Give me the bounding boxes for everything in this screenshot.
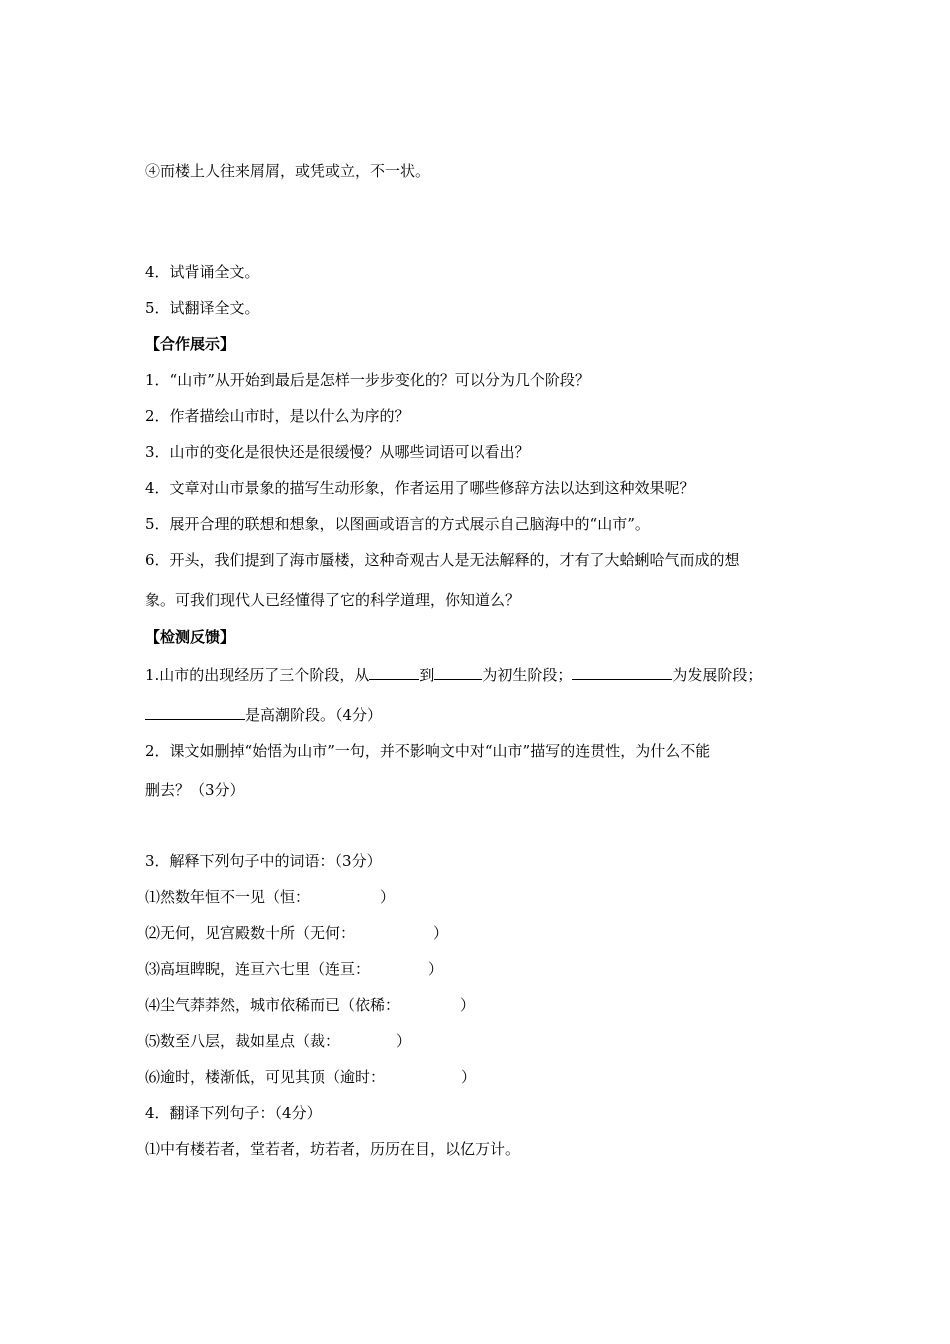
q3-item-5-text: ⑸数至八层，裁如星点（裁： (145, 1032, 341, 1050)
cooperation-heading: 【合作展示】 (145, 335, 236, 353)
q3-item-3-text: ⑶高垣睥睨，连亘六七里（连亘： (145, 960, 371, 978)
feedback-q1-text-b: 到 (419, 666, 435, 684)
task-4: 4．试背诵全文。 (145, 263, 260, 281)
feedback-q1-text-a: 1.山市的出现经历了三个阶段，从 (145, 666, 370, 684)
q3-item-6-close: ） (461, 1068, 477, 1086)
task-5: 5．试翻译全文。 (145, 299, 260, 317)
feedback-q1-text-e: 是高潮阶段。（4分） (245, 706, 383, 724)
feedback-q3: 3．解释下列句子中的词语：（3分） (145, 852, 382, 870)
q3-item-1 (145, 887, 395, 907)
cooperation-q6-line2: 象。可我们现代人已经懂得了它的科学道理，你知道么？ (145, 591, 521, 609)
q3-item-2-close: ） (433, 924, 449, 942)
feedback-q1-text-d: 为发展阶段； (672, 666, 763, 684)
feedback-q2-line2: 删去？（3分） (145, 781, 245, 799)
q3-item-3-close: ） (428, 960, 444, 978)
cooperation-q6-line1: 6．开头，我们提到了海市蜃楼，这种奇观古人是无法解释的，才有了大蛤蜊哈气而成的想 (145, 551, 740, 569)
feedback-heading: 【检测反馈】 (145, 628, 236, 646)
q3-item-2 (145, 923, 448, 943)
cooperation-q3: 3．山市的变化是很快还是很缓慢？从哪些词语可以看出？ (145, 443, 530, 461)
q3-item-1-close: ） (380, 888, 396, 906)
q3-item-6-text: ⑹逾时，楼渐低，可见其顶（逾时： (145, 1068, 386, 1086)
q3-item-5 (145, 1031, 411, 1051)
q3-item-4-close: ） (460, 996, 476, 1014)
q3-item-1-text: ⑴然数年恒不一见（恒： (145, 888, 311, 906)
fill-blank-1 (369, 664, 419, 680)
cooperation-q2: 2．作者描绘山市时，是以什么为序的？ (145, 407, 410, 425)
q3-item-5-close: ） (396, 1032, 412, 1050)
feedback-q2-line1: 2．课文如删掉“始悟为山市”一句，并不影响文中对“山市”描写的连贯性，为什么不能 (145, 742, 711, 760)
feedback-q4: 4．翻译下列句子：（4分） (145, 1104, 322, 1122)
q3-item-6 (145, 1067, 476, 1087)
top-item-4: ④而楼上人往来屑屑，或凭或立，不一状。 (145, 162, 431, 180)
feedback-q1-line1 (145, 664, 762, 685)
q3-item-3 (145, 959, 443, 979)
q3-item-4 (145, 995, 475, 1015)
q4-item-1: ⑴中有楼若者，堂若者，坊若者，历历在目，以亿万计。 (145, 1140, 521, 1158)
feedback-q1-text-c: 为初生阶段； (482, 666, 573, 684)
feedback-q1-line2 (145, 704, 382, 725)
fill-blank-3 (572, 664, 672, 680)
fill-blank-4 (145, 704, 245, 720)
q3-item-4-text: ⑷尘气莽莽然，城市依稀而已（依稀： (145, 996, 401, 1014)
cooperation-q5: 5．展开合理的联想和想象，以图画或语言的方式展示自己脑海中的“山市”。 (145, 515, 650, 533)
fill-blank-2 (434, 664, 482, 680)
cooperation-q1: 1．“山市”从开始到最后是怎样一步步变化的？可以分为几个阶段？ (145, 371, 590, 389)
cooperation-q4: 4．文章对山市景象的描写生动形象，作者运用了哪些修辞方法以达到这种效果呢？ (145, 479, 695, 497)
q3-item-2-text: ⑵无何，见宫殿数十所（无何： (145, 924, 356, 942)
